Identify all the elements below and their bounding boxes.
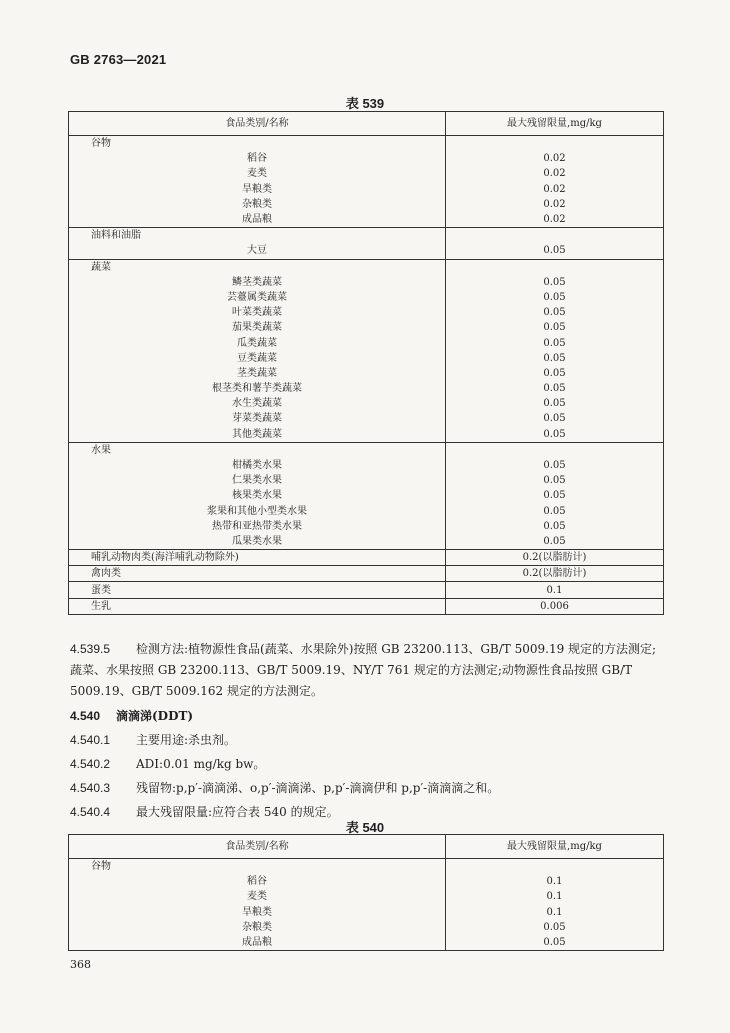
table-539-header-limit: 最大残留限量,mg/kg <box>446 112 664 136</box>
food-name: 热带和亚热带类水果 <box>69 519 446 534</box>
food-name: 成品粮 <box>69 935 446 951</box>
table-row <box>69 151 664 166</box>
food-name: 生乳 <box>69 598 446 614</box>
category-label: 油料和油脂 <box>69 228 446 244</box>
food-name: 旱粮类 <box>69 905 446 920</box>
table-row <box>69 935 664 951</box>
max-residue-limit: 0.05 <box>446 320 664 335</box>
food-name: 瓜类蔬菜 <box>69 335 446 350</box>
max-residue-limit: 0.05 <box>446 920 664 935</box>
table-row <box>69 458 664 473</box>
food-name: 柑橘类水果 <box>69 458 446 473</box>
table-group-row <box>69 136 664 152</box>
food-name: 水生类蔬菜 <box>69 396 446 411</box>
max-residue-limit: 0.02 <box>446 166 664 181</box>
max-residue-limit: 0.05 <box>446 243 664 259</box>
table-540-header-limit: 最大残留限量,mg/kg <box>446 835 664 859</box>
max-residue-limit: 0.05 <box>446 519 664 534</box>
food-name: 其他类蔬菜 <box>69 427 446 443</box>
food-name: 茄果类蔬菜 <box>69 320 446 335</box>
table-group-row <box>69 442 664 458</box>
food-name: 禽肉类 <box>69 566 446 582</box>
food-name: 根茎类和薯芋类蔬菜 <box>69 381 446 396</box>
max-residue-limit: 0.2(以脂肪计) <box>446 550 664 566</box>
category-label: 谷物 <box>69 136 446 152</box>
table-row <box>69 182 664 197</box>
table-group-row <box>69 259 664 275</box>
max-residue-limit: 0.05 <box>446 290 664 305</box>
table-row <box>69 582 664 598</box>
category-value-empty <box>446 259 664 275</box>
max-residue-limit: 0.02 <box>446 197 664 212</box>
table-group-row <box>69 859 664 875</box>
food-name: 蛋类 <box>69 582 446 598</box>
food-name: 核果类水果 <box>69 488 446 503</box>
max-residue-limit: 0.05 <box>446 275 664 290</box>
food-name: 仁果类水果 <box>69 473 446 488</box>
section-4-540 <box>70 706 662 727</box>
table-540-title: 表 540 <box>345 820 385 835</box>
section-text: ADI:0.01 mg/kg bw。 <box>136 757 266 771</box>
table-row <box>69 427 664 443</box>
table-row <box>69 473 664 488</box>
page-number: 368 <box>70 958 91 971</box>
max-residue-limit: 0.1 <box>446 874 664 889</box>
table-row <box>69 381 664 396</box>
max-residue-limit: 0.05 <box>446 935 664 951</box>
category-value-empty <box>446 859 664 875</box>
table-row <box>69 504 664 519</box>
max-residue-limit: 0.1 <box>446 889 664 904</box>
table-row <box>69 534 664 550</box>
category-label: 蔬菜 <box>69 259 446 275</box>
table-row <box>69 874 664 889</box>
table-540 <box>68 834 664 951</box>
table-row <box>69 905 664 920</box>
table-539 <box>68 111 664 615</box>
table-row <box>69 550 664 566</box>
table-row <box>69 351 664 366</box>
section-number: 4.539.5 <box>70 642 111 656</box>
max-residue-limit: 0.006 <box>446 598 664 614</box>
max-residue-limit: 0.05 <box>446 504 664 519</box>
max-residue-limit: 0.02 <box>446 212 664 228</box>
max-residue-limit: 0.05 <box>446 534 664 550</box>
category-label: 水果 <box>69 442 446 458</box>
food-name: 鳞茎类蔬菜 <box>69 275 446 290</box>
max-residue-limit: 0.05 <box>446 458 664 473</box>
category-value-empty <box>446 136 664 152</box>
section-text: 残留物:p,p′-滴滴涕、o,p′-滴滴涕、p,p′-滴滴伊和 p,p′-滴滴滴之和。 <box>136 781 500 795</box>
table-row <box>69 519 664 534</box>
table-row <box>69 212 664 228</box>
max-residue-limit: 0.02 <box>446 151 664 166</box>
table-row <box>69 166 664 181</box>
section-text: 主要用途:杀虫剂。 <box>136 733 237 747</box>
table-row <box>69 335 664 350</box>
table-row <box>69 411 664 426</box>
max-residue-limit: 0.05 <box>446 381 664 396</box>
max-residue-limit: 0.05 <box>446 427 664 443</box>
table-row <box>69 566 664 582</box>
food-name: 大豆 <box>69 243 446 259</box>
food-name: 杂粮类 <box>69 920 446 935</box>
food-name: 豆类蔬菜 <box>69 351 446 366</box>
table-row <box>69 889 664 904</box>
max-residue-limit: 0.05 <box>446 473 664 488</box>
section-number: 4.540.4 <box>70 805 111 819</box>
food-name: 麦类 <box>69 889 446 904</box>
food-name: 稻谷 <box>69 151 446 166</box>
table-row <box>69 366 664 381</box>
max-residue-limit: 0.1 <box>446 905 664 920</box>
table-row <box>69 275 664 290</box>
max-residue-limit: 0.1 <box>446 582 664 598</box>
section-4-540-3 <box>70 778 662 799</box>
food-name: 成品粮 <box>69 212 446 228</box>
category-value-empty <box>446 442 664 458</box>
table-539-title: 表 539 <box>345 96 385 111</box>
table-row <box>69 320 664 335</box>
max-residue-limit: 0.05 <box>446 396 664 411</box>
food-name: 叶菜类蔬菜 <box>69 305 446 320</box>
section-number: 4.540.3 <box>70 781 111 795</box>
food-name: 芸薹属类蔬菜 <box>69 290 446 305</box>
section-4-540-1 <box>70 730 662 751</box>
max-residue-limit: 0.2(以脂肪计) <box>446 566 664 582</box>
food-name: 稻谷 <box>69 874 446 889</box>
section-text: 检测方法:植物源性食品(蔬菜、水果除外)按照 GB 23200.113、GB/T 5009.19 规定的方法测定;蔬菜、水果按照 GB 23200.113、GB/T 5009.19、NY/T 761 规定的方法测定;动物源性食品按照 GB/T 5009.19、GB/T 5009.162 规定的方法测定。 <box>70 642 657 698</box>
table-row <box>69 290 664 305</box>
table-row <box>69 488 664 503</box>
section-4-540-2 <box>70 754 662 775</box>
table-group-row <box>69 228 664 244</box>
standard-code: GB 2763—2021 <box>70 52 167 67</box>
section-number: 4.540 <box>70 709 101 723</box>
table-539-header-category: 食品类别/名称 <box>69 112 446 136</box>
food-name: 茎类蔬菜 <box>69 366 446 381</box>
section-4-539-5 <box>70 639 662 702</box>
max-residue-limit: 0.05 <box>446 305 664 320</box>
section-number: 4.540.2 <box>70 757 111 771</box>
table-row <box>69 197 664 212</box>
section-number: 4.540.1 <box>70 733 111 747</box>
section-text: 最大残留限量:应符合表 540 的规定。 <box>136 805 339 819</box>
table-row <box>69 396 664 411</box>
max-residue-limit: 0.05 <box>446 366 664 381</box>
table-row <box>69 920 664 935</box>
food-name: 哺乳动物肉类(海洋哺乳动物除外) <box>69 550 446 566</box>
food-name: 浆果和其他小型类水果 <box>69 504 446 519</box>
food-name: 杂粮类 <box>69 197 446 212</box>
category-label: 谷物 <box>69 859 446 875</box>
max-residue-limit: 0.05 <box>446 488 664 503</box>
category-value-empty <box>446 228 664 244</box>
section-heading: 滴滴涕(DDT) <box>116 709 194 723</box>
max-residue-limit: 0.05 <box>446 335 664 350</box>
table-row <box>69 305 664 320</box>
table-540-header-category: 食品类别/名称 <box>69 835 446 859</box>
max-residue-limit: 0.02 <box>446 182 664 197</box>
table-row <box>69 598 664 614</box>
max-residue-limit: 0.05 <box>446 411 664 426</box>
food-name: 芽菜类蔬菜 <box>69 411 446 426</box>
food-name: 旱粮类 <box>69 182 446 197</box>
food-name: 瓜果类水果 <box>69 534 446 550</box>
table-row <box>69 243 664 259</box>
max-residue-limit: 0.05 <box>446 351 664 366</box>
food-name: 麦类 <box>69 166 446 181</box>
